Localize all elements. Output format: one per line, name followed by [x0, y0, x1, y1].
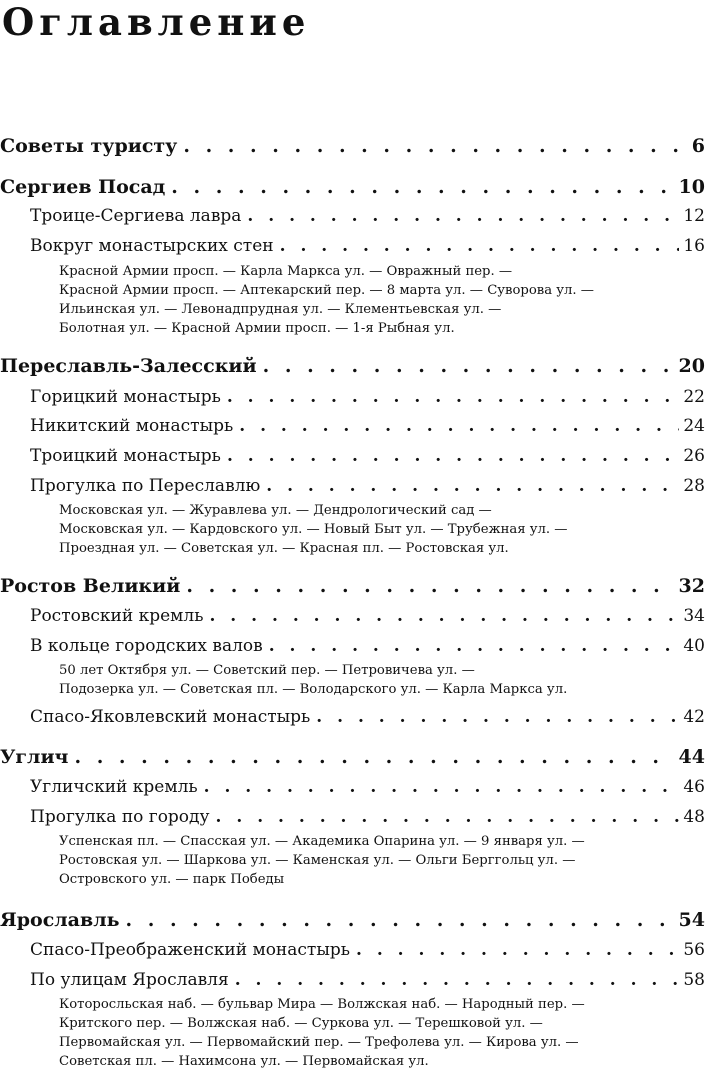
toc-subsection-entry[interactable] [30, 415, 705, 437]
toc-page-number: 12 [683, 206, 705, 226]
toc-section-entry[interactable] [0, 175, 705, 199]
route-street-list [59, 995, 699, 1071]
dot-leader [216, 806, 680, 828]
toc-subsection-entry[interactable] [30, 235, 705, 257]
toc-subsection-entry[interactable] [30, 939, 705, 961]
toc-subsection-entry[interactable] [30, 445, 705, 467]
dot-leader [125, 908, 674, 932]
route-line: Проездная ул. — Советская ул. — Красная пл. — Ростовская ул. [59, 541, 509, 556]
dot-leader [183, 134, 687, 158]
toc-page-number: 42 [683, 707, 705, 727]
toc-page-number: 34 [683, 606, 705, 626]
route-line: Советская пл. — Нахимсона ул. — Первомайская ул. [59, 1054, 429, 1069]
toc-section-entry[interactable] [0, 745, 705, 769]
toc-section-title: Ярославль [0, 909, 120, 931]
dot-leader [171, 175, 674, 199]
route-street-list [59, 262, 699, 338]
toc-subsection-entry[interactable] [30, 605, 705, 627]
route-line: 50 лет Октября ул. — Советский пер. — Петровичева ул. — [59, 663, 475, 678]
dot-leader [269, 635, 680, 657]
toc-page-number: 10 [678, 176, 705, 198]
toc-subsection-title: Горицкий монастырь [30, 387, 221, 407]
dot-leader [227, 445, 679, 467]
toc-subsection-title: Спасо-Преображенский монастырь [30, 940, 350, 960]
toc-subsection-title: Ростовский кремль [30, 606, 204, 626]
route-line: Красной Армии просп. — Аптекарский пер. — 8 марта ул. — Суворова ул. — [59, 283, 594, 298]
route-street-list [59, 661, 699, 699]
route-line: Которосльская наб. — бульвар Мира — Волжская наб. — Народный пер. — [59, 997, 585, 1012]
toc-subsection-entry[interactable] [30, 969, 705, 991]
toc-section-title: Переславль-Залесский [0, 355, 257, 377]
toc-page-number: 20 [678, 355, 705, 377]
dot-leader [186, 574, 674, 598]
toc-subsection-entry[interactable] [30, 806, 705, 828]
route-street-list [59, 501, 699, 558]
route-line: Московская ул. — Журавлева ул. — Дендрологический сад — [59, 503, 492, 518]
dot-leader [316, 706, 679, 728]
route-line: Ильинская ул. — Левонадпрудная ул. — Клементьевская ул. — [59, 302, 502, 317]
toc-section-title: Углич [0, 746, 69, 768]
toc-section-entry[interactable] [0, 354, 705, 378]
dot-leader [280, 235, 680, 257]
route-line: Успенская пл. — Спасская ул. — Академика Опарина ул. — 9 января ул. — [59, 834, 585, 849]
toc-page-number: 48 [683, 807, 705, 827]
toc-page-number: 40 [683, 636, 705, 656]
toc-subsection-title: Прогулка по городу [30, 807, 210, 827]
toc-subsection-title: Троице-Сергиева лавра [30, 206, 242, 226]
toc-page-number: 44 [678, 746, 705, 768]
route-line: Островского ул. — парк Победы [59, 872, 285, 887]
toc-page-number: 58 [683, 970, 705, 990]
toc-page-number: 28 [683, 476, 705, 496]
page-title: Оглавление [2, 0, 311, 44]
route-street-list [59, 832, 699, 889]
dot-leader [74, 745, 674, 769]
toc-subsection-entry[interactable] [30, 776, 705, 798]
toc-section-title: Советы туристу [0, 135, 178, 157]
toc-page-number: 24 [683, 416, 705, 436]
toc-page-number: 32 [678, 575, 705, 597]
toc-section-entry[interactable] [0, 134, 705, 158]
toc-subsection-title: В кольце городских валов [30, 636, 263, 656]
dot-leader [227, 386, 680, 408]
route-line: Первомайская ул. — Первомайский пер. — Трефолева ул. — Кирова ул. — [59, 1035, 579, 1050]
toc-section-entry[interactable] [0, 574, 705, 598]
toc-page-number: 46 [683, 777, 705, 797]
toc-subsection-title: Никитский монастырь [30, 416, 234, 436]
toc-page-number: 26 [683, 446, 705, 466]
toc-page-number: 54 [678, 909, 705, 931]
toc-page-number: 22 [683, 387, 705, 407]
route-line: Красной Армии просп. — Карла Маркса ул. — Овражный пер. — [59, 264, 513, 279]
toc-page-number: 16 [683, 236, 705, 256]
toc-page-number: 6 [691, 135, 705, 157]
dot-leader [247, 205, 679, 227]
toc-subsection-title: Спасо-Яковлевский монастырь [30, 707, 311, 727]
dot-leader [266, 475, 679, 497]
toc-subsection-title: По улицам Ярославля [30, 970, 229, 990]
dot-leader [209, 605, 679, 627]
route-line: Критского пер. — Волжская наб. — Суркова ул. — Терешковой ул. — [59, 1016, 543, 1031]
toc-subsection-entry[interactable] [30, 475, 705, 497]
route-line: Болотная ул. — Красной Армии просп. — 1-я Рыбная ул. [59, 321, 455, 336]
toc-section-title: Ростов Великий [0, 575, 181, 597]
toc-subsection-title: Угличский кремль [30, 777, 198, 797]
toc-subsection-entry[interactable] [30, 635, 705, 657]
toc-subsection-entry[interactable] [30, 386, 705, 408]
route-line: Подозерка ул. — Советская пл. — Володарского ул. — Карла Маркса ул. [59, 682, 568, 697]
toc-subsection-title: Троицкий монастырь [30, 446, 221, 466]
toc-subsection-title: Вокруг монастырских стен [30, 236, 274, 256]
dot-leader [204, 776, 680, 798]
toc-section-entry[interactable] [0, 908, 705, 932]
dot-leader [239, 415, 679, 437]
route-line: Ростовская ул. — Шаркова ул. — Каменская ул. — Ольги Берггольц ул. — [59, 853, 576, 868]
toc-subsection-title: Прогулка по Переславлю [30, 476, 261, 496]
dot-leader [356, 939, 679, 961]
toc-page-number: 56 [683, 940, 705, 960]
toc-section-title: Сергиев Посад [0, 176, 166, 198]
route-line: Московская ул. — Кардовского ул. — Новый Быт ул. — Трубежная ул. — [59, 522, 568, 537]
dot-leader [263, 354, 675, 378]
dot-leader [235, 969, 680, 991]
toc-subsection-entry[interactable] [30, 706, 705, 728]
toc-subsection-entry[interactable] [30, 205, 705, 227]
